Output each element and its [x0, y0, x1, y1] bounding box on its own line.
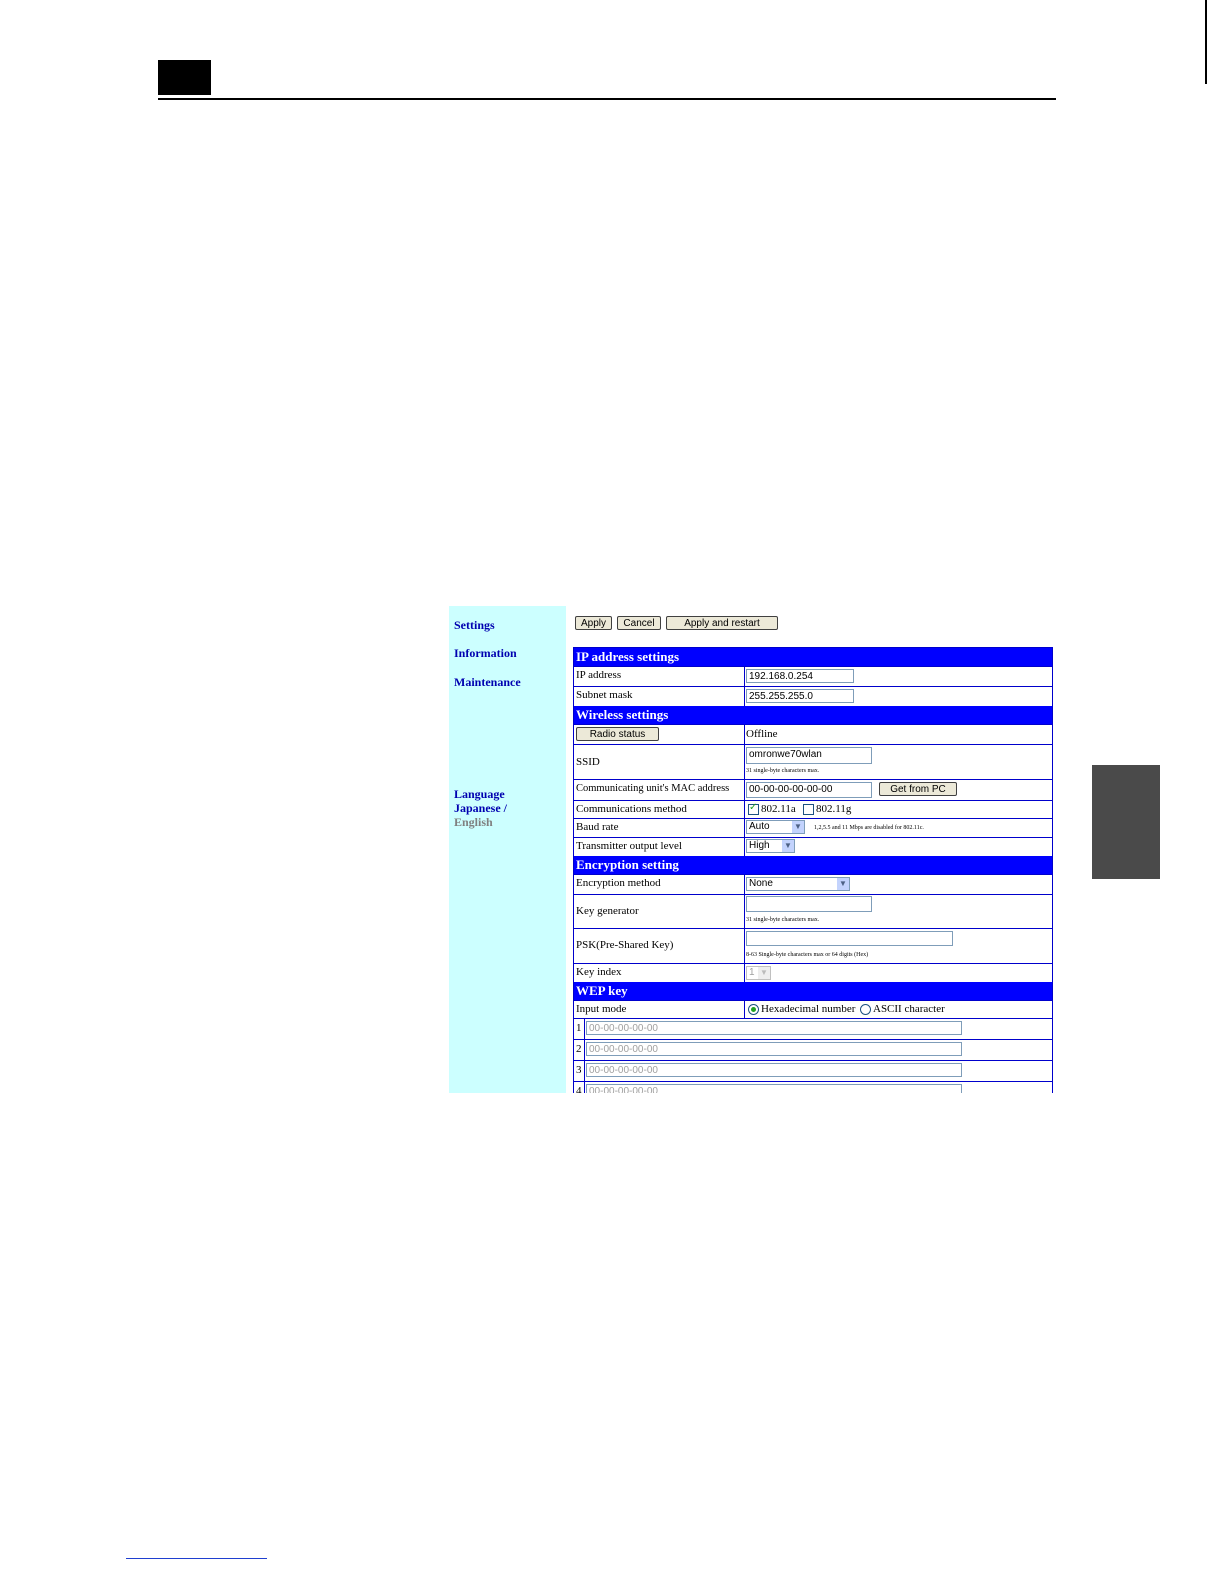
wep-key-row: [574, 1060, 1052, 1081]
ssid-label: SSID: [576, 756, 600, 768]
psk-hint: 8-63 Single-byte characters max or 64 digits (Hex): [746, 952, 869, 958]
input-mode-label: Input mode: [576, 1003, 627, 1015]
ascii-option[interactable]: [860, 1003, 945, 1015]
tx-level-row: [574, 837, 1052, 856]
encryption-method-row: [574, 874, 1052, 894]
language-japanese-link[interactable]: Japanese /: [454, 801, 508, 815]
wep-key-index: 3: [576, 1064, 582, 1076]
comm-method-row: [574, 800, 1052, 818]
ascii-radio[interactable]: [860, 1004, 871, 1015]
psk-label: PSK(Pre-Shared Key): [576, 939, 674, 951]
psk-input[interactable]: [746, 931, 953, 946]
ssid-row: [574, 744, 1052, 779]
method-802-11a[interactable]: [748, 803, 796, 815]
mac-address-label: Communicating unit's MAC address: [576, 783, 730, 794]
ip-address-row: [574, 666, 1052, 686]
ip-address-input[interactable]: 192.168.0.254: [746, 669, 854, 683]
hex-option[interactable]: [748, 1003, 855, 1015]
encryption-method-select[interactable]: [746, 877, 850, 891]
language-english-link[interactable]: English: [454, 815, 493, 829]
web-settings-screenshot: [449, 606, 1055, 1093]
apply-button[interactable]: Apply: [575, 616, 612, 630]
ip-section-title: IP address settings: [574, 648, 1052, 666]
psk-row: [574, 928, 1052, 963]
wep-key-input[interactable]: 00-00-00-00-00: [586, 1042, 962, 1056]
wireless-section-title: Wireless settings: [574, 706, 1052, 724]
hex-option-label: Hexadecimal number: [761, 1003, 856, 1015]
baud-rate-row: [574, 818, 1052, 837]
wep-key-row: [574, 1039, 1052, 1060]
apply-and-restart-button[interactable]: Apply and restart: [666, 616, 778, 630]
language-selector: [454, 787, 507, 829]
mac-address-input[interactable]: 00-00-00-00-00-00: [746, 782, 872, 798]
method-a-label: 802.11a: [761, 803, 796, 815]
encryption-method-value: None: [749, 878, 773, 889]
subnet-mask-input[interactable]: 255.255.255.0: [746, 689, 854, 703]
cancel-button[interactable]: Cancel: [617, 616, 661, 630]
mac-address-row: [574, 779, 1052, 800]
tx-level-select[interactable]: [746, 839, 795, 853]
encryption-section-title: Encryption setting: [574, 856, 1052, 874]
chevron-down-icon[interactable]: ▼: [758, 967, 770, 979]
key-index-label: Key index: [576, 966, 622, 978]
wep-key-row: [574, 1018, 1052, 1039]
chevron-down-icon[interactable]: ▼: [782, 840, 794, 852]
tx-level-label: Transmitter output level: [576, 840, 682, 852]
method-g-label: 802.11g: [816, 803, 852, 815]
key-generator-row: [574, 894, 1052, 928]
ip-address-label: IP address: [576, 669, 622, 681]
wep-section-title: WEP key: [574, 982, 1052, 1000]
wep-key-input[interactable]: 00-00-00-00-00: [586, 1021, 962, 1035]
settings-form: [573, 647, 1053, 1093]
comm-method-label: Communications method: [576, 803, 687, 815]
chevron-down-icon[interactable]: ▼: [792, 821, 804, 833]
ssid-hint: 31 single-byte characters max.: [746, 768, 820, 774]
nav-settings[interactable]: Settings: [454, 618, 495, 632]
key-index-row: [574, 963, 1052, 982]
wep-key-index: 4: [576, 1085, 582, 1093]
key-index-value: 1: [749, 967, 755, 978]
subnet-mask-row: [574, 686, 1052, 706]
chapter-header-block: [158, 60, 211, 95]
wep-key-row: [574, 1081, 1052, 1093]
chevron-down-icon[interactable]: ▼: [837, 878, 849, 890]
encryption-method-label: Encryption method: [576, 877, 661, 889]
ascii-option-label: ASCII character: [873, 1003, 945, 1015]
header-rule: [158, 98, 1056, 100]
radio-status-button[interactable]: Radio status: [576, 727, 659, 741]
checkbox-802-11g[interactable]: [803, 804, 814, 815]
footer-rule: [126, 1558, 267, 1559]
key-index-select[interactable]: [746, 966, 771, 980]
radio-status-row: [574, 724, 1052, 744]
wep-key-index: 2: [576, 1043, 582, 1055]
ssid-input[interactable]: omronwe70wlan: [746, 747, 872, 764]
sidebar: [449, 606, 566, 1093]
baud-rate-hint: 1,2,5.5 and 11 Mbps are disabled for 802.11c.: [814, 825, 924, 831]
nav-information[interactable]: Information: [454, 646, 517, 660]
key-generator-label: Key generator: [576, 905, 639, 917]
checkbox-802-11a[interactable]: [748, 804, 759, 815]
hex-radio[interactable]: [748, 1004, 759, 1015]
tx-level-value: High: [749, 840, 770, 851]
baud-rate-value: Auto: [749, 821, 770, 832]
baud-rate-select[interactable]: [746, 820, 805, 834]
key-generator-input[interactable]: [746, 896, 872, 912]
wep-key-input[interactable]: 00-00-00-00-00: [586, 1084, 962, 1093]
radio-status-value: Offline: [746, 728, 778, 740]
key-generator-hint: 31 single-byte characters max.: [746, 917, 820, 923]
method-802-11g[interactable]: [803, 803, 851, 815]
wep-key-input[interactable]: 00-00-00-00-00: [586, 1063, 962, 1077]
get-from-pc-button[interactable]: Get from PC: [879, 782, 957, 796]
chapter-side-tab: [1092, 765, 1160, 879]
wep-key-index: 1: [576, 1022, 582, 1034]
baud-rate-label: Baud rate: [576, 821, 619, 833]
input-mode-row: [574, 1000, 1052, 1018]
subnet-mask-label: Subnet mask: [576, 689, 633, 701]
language-label: Language: [454, 787, 505, 801]
page-edge-mark: [1205, 0, 1207, 84]
nav-maintenance[interactable]: Maintenance: [454, 675, 521, 689]
